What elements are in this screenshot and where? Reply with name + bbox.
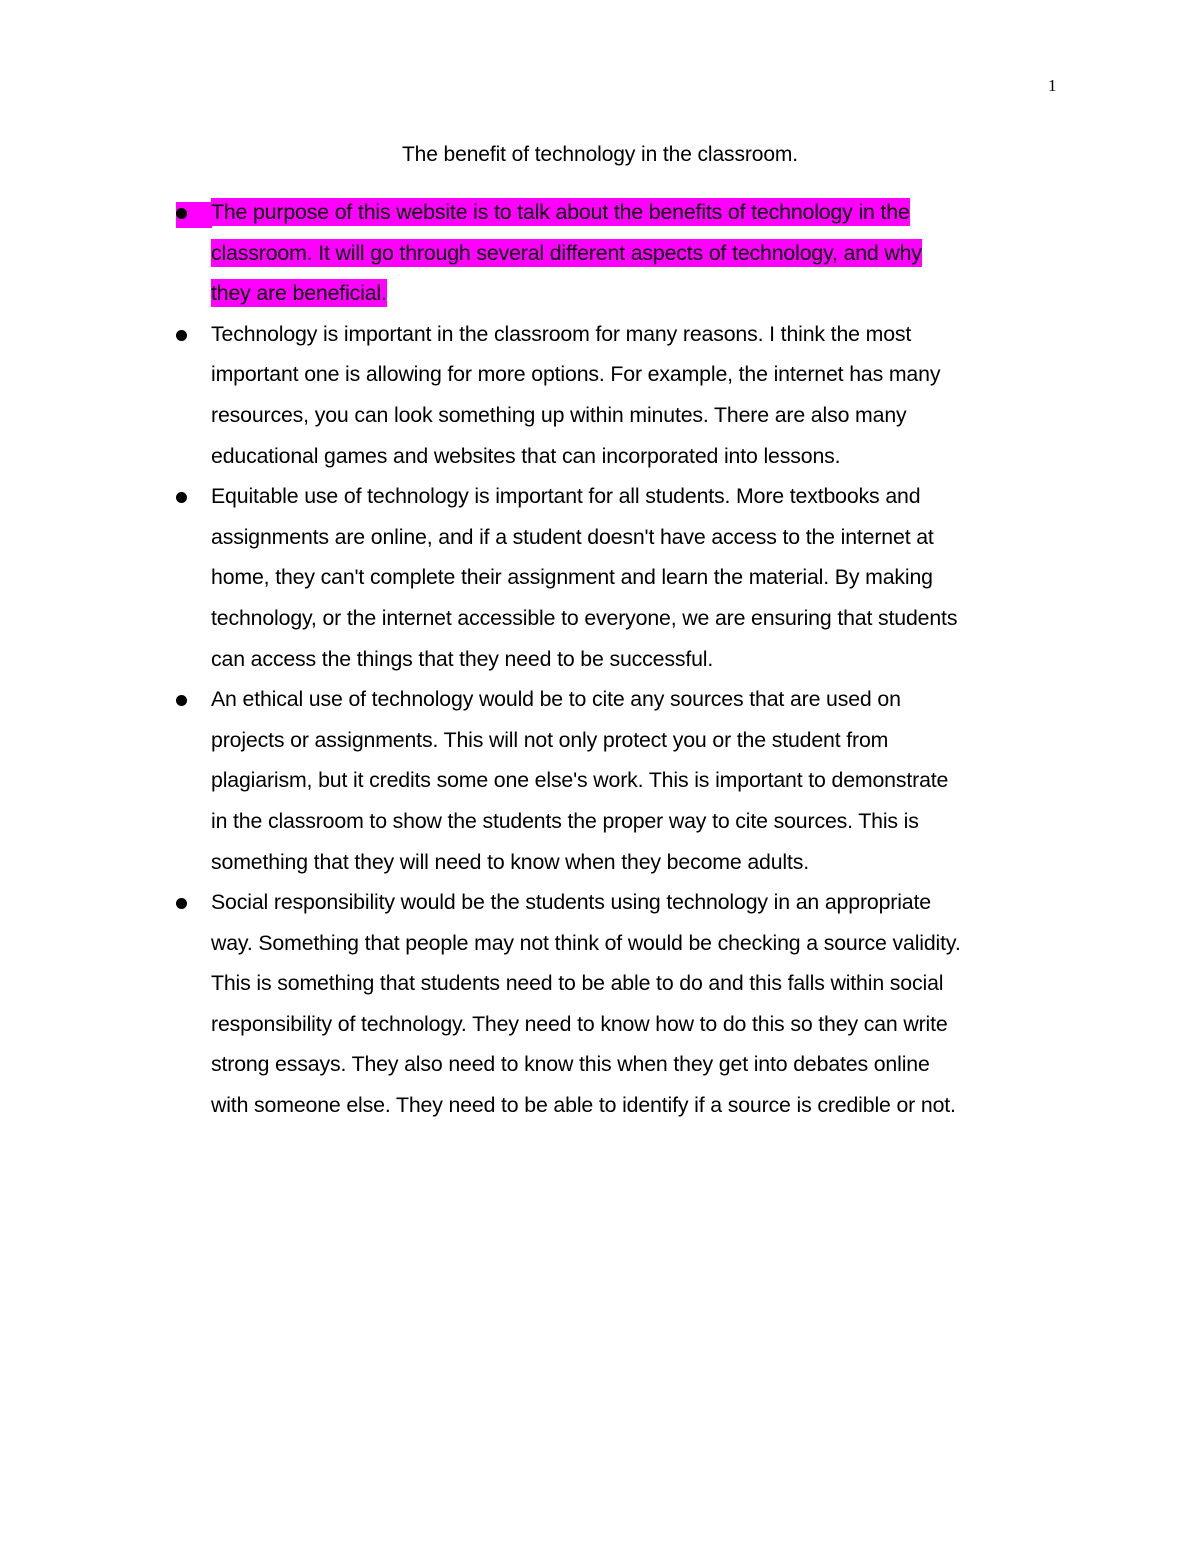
text-line: resources, you can look something up within minutes. There are also many [211,402,907,427]
text-line: home, they can't complete their assignment and learn the material. By making [211,565,933,590]
text-line: assignments are online, and if a student doesn't have access to the internet at [211,524,934,549]
text-line: technology, or the internet accessible to everyone, we are ensuring that students [211,605,958,630]
text-line: they are beneficial. [211,281,387,306]
bullet-item-importance [0,314,1200,476]
text-line: The purpose of this website is to talk about the benefits of technology in the [211,200,910,224]
document-title: The benefit of technology in the classroom. [401,143,799,166]
text-line: in the classroom to show the students the proper way to cite sources. This is [211,808,919,833]
page-number: 1 [1048,76,1057,95]
text-line: with someone else. They need to be able to identify if a source is credible or not. [211,1093,956,1118]
text-line: projects or assignments. This will not only protect you or the student from [211,727,889,752]
text-line: An ethical use of technology would be to cite any sources that are used on [211,687,901,712]
bullet-item-ethical [0,679,1200,882]
text-line: responsibility of technology. They need to know how to do this so they can write [211,1011,948,1036]
text-line: Social responsibility would be the students using technology in an appropriate [211,890,931,915]
bullet-icon [176,330,187,341]
bullet-icon [176,898,187,909]
bullet-icon [176,492,187,503]
text-line: Technology is important in the classroom for many reasons. I think the most [211,321,912,346]
bullet-list [0,192,1200,1126]
bullet-item-social [0,882,1200,1126]
text-line: strong essays. They also need to know this when they get into debates online [211,1052,930,1077]
text-line: way. Something that people may not think of would be checking a source validity. [211,930,961,955]
bullet-icon [176,208,187,219]
text-line: something that they will need to know when they become adults. [211,849,810,874]
text-line: This is something that students need to be able to do and this falls within social [211,971,944,996]
text-line: important one is allowing for more options. For example, the internet has many [211,362,941,387]
bullet-item-purpose [0,192,1200,314]
text-line: Equitable use of technology is important for all students. More textbooks and [211,484,921,509]
text-line: educational games and websites that can incorporated into lessons. [211,443,841,468]
bullet-item-equitable [0,476,1200,679]
text-line: plagiarism, but it credits some one else's work. This is important to demonstrate [211,768,949,793]
text-line: can access the things that they need to be successful. [211,646,714,671]
bullet-icon [176,695,187,706]
text-line: classroom. It will go through several different aspects of technology, and why [211,240,922,265]
